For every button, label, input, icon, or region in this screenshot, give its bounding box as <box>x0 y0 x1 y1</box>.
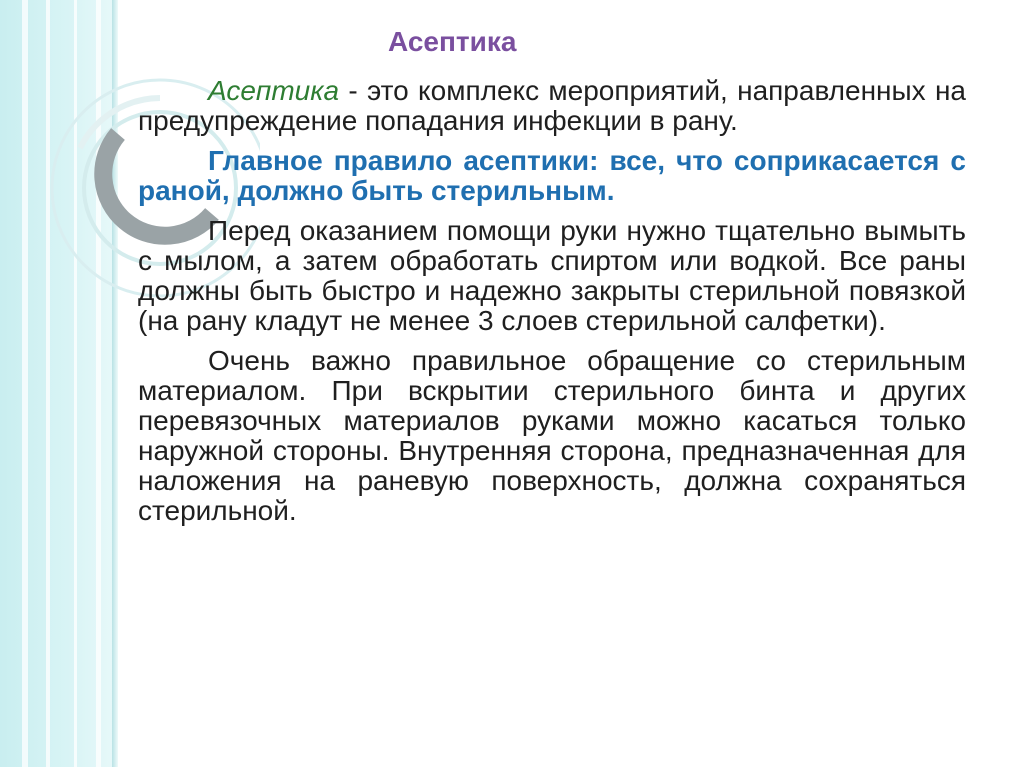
definition-text: - это комплекс мероприятий, направленных на предупреждение попадания инфекции в рану. <box>138 75 966 136</box>
definition-term: Асептика <box>208 75 340 106</box>
hands-paragraph: Перед оказанием помощи руки нужно тщательно вымыть с мылом, а затем обработать спиртом или водкой. Все раны должны быть быстро и надежно закрыты стерильной повязкой (на рану кладут не менее 3 слоев стерильной салфетки). <box>138 215 966 336</box>
slide-content <box>138 76 966 536</box>
main-rule-paragraph: Главное правило асептики: все, что соприкасается с раной, должно быть стерильным. <box>138 145 966 206</box>
definition-paragraph <box>138 76 966 136</box>
material-paragraph: Очень важно правильное обращение со стерильным материалом. При вскрытии стерильного бинта и других перевязочных материалов руками можно касаться только наружной стороны. Внутренняя сторона, предназначенная для наложения на раневую поверхность, должна сохраняться стерильной. <box>138 345 966 526</box>
slide-title: Асептика <box>388 26 517 57</box>
